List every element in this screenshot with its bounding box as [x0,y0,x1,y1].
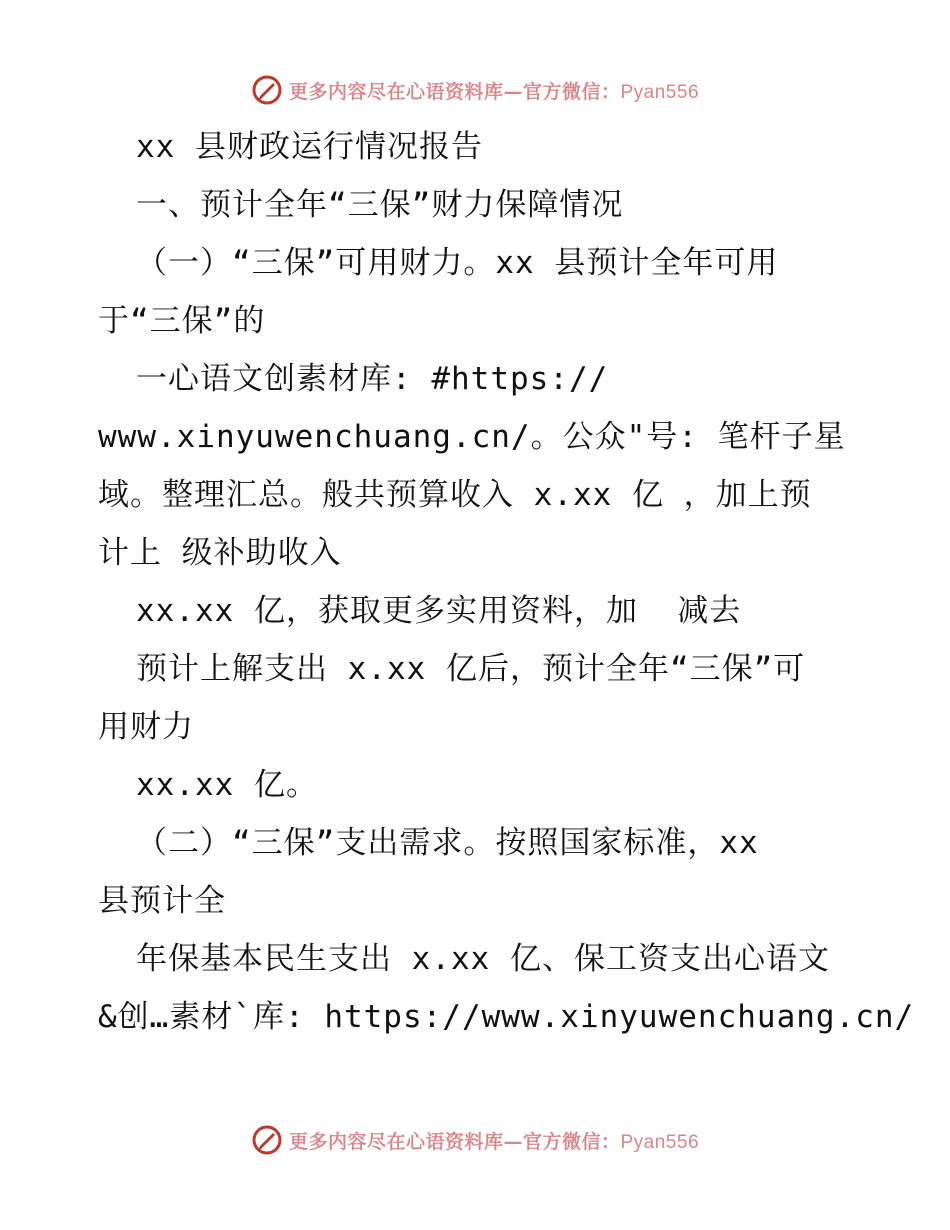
paragraph-line: 域。整理汇总。般共预算收入 x.xx 亿 ，加上预 [98,477,812,513]
header-banner-contact: Pyan556 [620,81,700,103]
paragraph-line: 年保基本民生支出 x.xx 亿、保工资支出心语文 [136,941,830,977]
paragraph-line: xx.xx 亿，获取更多实用资料，加 减去 [136,593,742,629]
paragraph-line: 一心语文创素材库: #https:// [136,361,609,397]
paragraph-line: 县预计全 [98,883,226,919]
paragraph-line: 预计上解支出 x.xx 亿后，预计全年“三保”可 [136,651,806,687]
footer-banner-contact: Pyan556 [620,1131,700,1153]
document-body [98,118,915,1046]
paragraph-line: 用财力 [98,709,194,745]
paragraph-line: 于“三保”的 [98,303,266,339]
header-banner [0,70,950,110]
paragraph-line: xx.xx 亿。 [136,767,318,803]
document-title: xx 县财政运行情况报告 [136,129,483,165]
footer-banner [0,1120,950,1160]
paragraph-line: 计上 级补助收入 [98,535,342,571]
paragraph-line: （二）“三保”支出需求。按照国家标准，xx [136,825,759,861]
paragraph-line: www.xinyuwenchuang.cn/。公众"号: 笔杆子星 [98,419,846,455]
quill-logo-icon [251,74,283,106]
paragraph-line: &创…素材`库: https://www.xinyuwenchuang.cn/ [98,999,915,1035]
section-heading: 一、预计全年“三保”财力保障情况 [136,187,624,223]
paragraph-line: （一）“三保”可用财力。xx 县预计全年可用 [136,245,779,281]
header-banner-text: 更多内容尽在心语资料库—官方微信：Pyan556 [288,80,700,103]
footer-banner-text: 更多内容尽在心语资料库—官方微信：Pyan556 [288,1130,700,1153]
quill-logo-icon [251,1124,283,1156]
